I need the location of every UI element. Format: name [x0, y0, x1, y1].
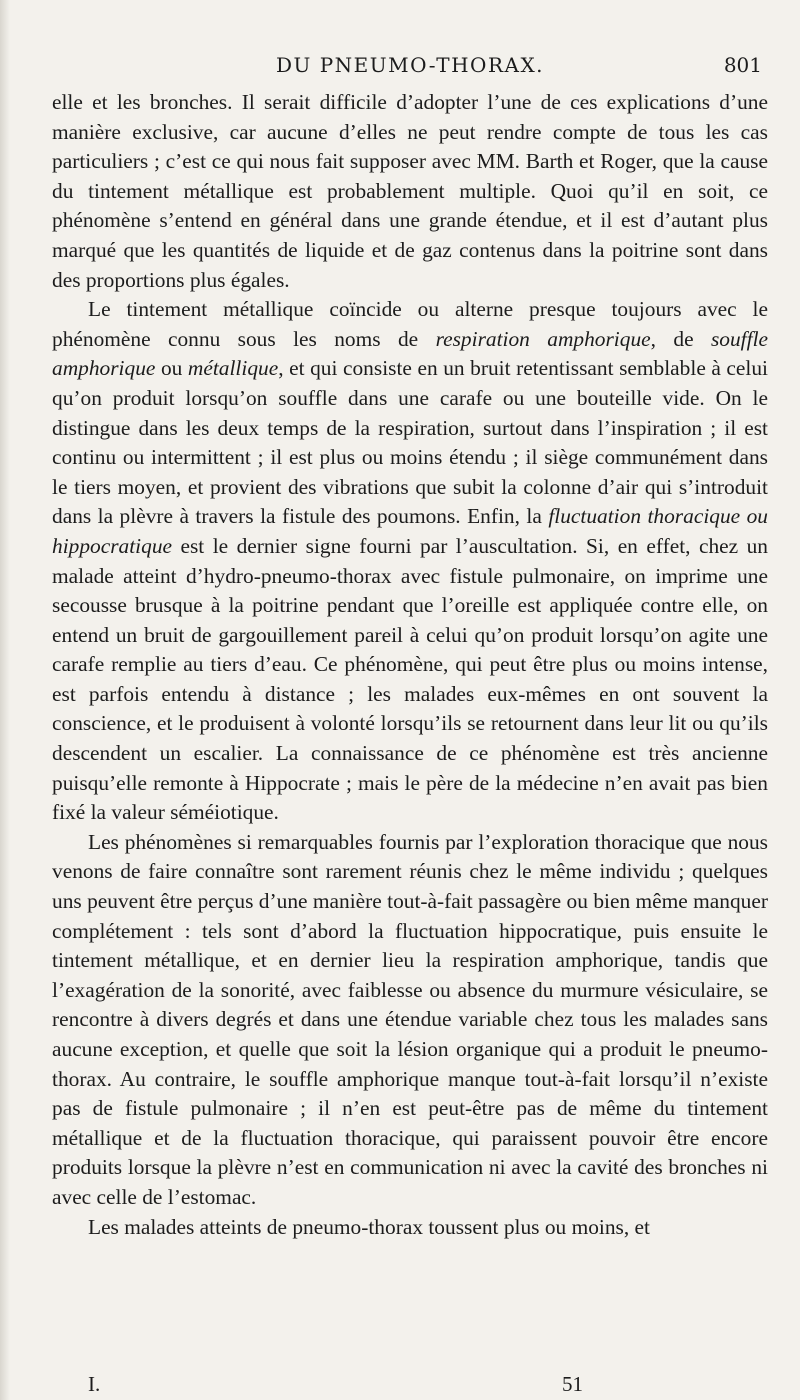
term-metallique: métallique: [187, 356, 279, 381]
paragraph-2-text-e: est le dernier signe fourni par l’auscultation. Si, en effet, chez un malade atteint d’hydro-pneumo-thorax avec fistule pulmonaire, on imprime une secousse brusque à la poitrine pendant que l’oreille est appliquée contre elle, on entend un bruit de gargouillement pareil à celui qu’on produit lorsqu’on agite une carafe remplie au tiers d’eau. Ce phénomène, qui peut être plus ou moins intense, est parfois entendu à distance ; les malades eux-mêmes en ont souvent la conscience, et le produisent à volonté lorsqu’ils se retournent dans leur lit ou qu’ils descendent un escalier. La connaissance de ce phénomène est très ancienne puisqu’elle remonte à Hippocrate ; mais le père de la médecine n’en avait pas bien fixé la valeur séméiotique.: [52, 533, 768, 825]
page-footer: [52, 1370, 768, 1398]
sheet-number: 51: [562, 1372, 583, 1396]
page-number: 801: [723, 53, 762, 77]
term-fluctuation-thoracique: fluctuation thoracique ou hippocratique: [52, 504, 768, 558]
paragraph-1: elle et les bronches. Il serait difficile d’adopter l’une de ces explications d’une manière exclusive, car aucune d’elles ne peut rendre compte de tous les cas particuliers ; c’est ce qui nous fait supposer avec MM. Barth et Roger, que la cause du tintement métallique est probablement multiple. Quoi qu’il en soit, ce phénomène s’entend en général dans une grande étendue, et il est d’autant plus marqué que les quantités de liquide et de gaz contenus dans la poitrine sont dans des proportions plus égales.: [52, 90, 768, 292]
paragraph-3: Les phénomènes si remarquables fournis par l’exploration thoracique que nous venons de faire connaître sont rarement réunis chez le même individu ; quelques uns peuvent être perçus d’une manière tout-à-fait passagère ou bien même manquer complétement : tels sont d’abord la fluctuation hippocratique, puis ensuite le tintement métallique, et en dernier lieu la respiration amphorique, tandis que l’exagération de la sonorité, avec faiblesse ou absence du murmure vésiculaire, se rencontre à divers degrés et dans une étendue variable chez tous les malades sans aucune exception, et quelle que soit la lésion organique qui a produit le pneumo-thorax. Au contraire, le souffle amphorique manque tout-à-fait lorsqu’il n’existe pas de fistule pulmonaire ; il n’en est peut-être pas de même du tintement métallique et de la fluctuation thoracique, qui paraissent pouvoir être encore produits lorsque la plèvre n’est en communication ni avec la cavité des bronches ni avec celle de l’estomac.: [52, 829, 768, 1209]
paragraph-4: Les malades atteints de pneumo-thorax toussent plus ou moins, et: [88, 1214, 650, 1239]
paragraph-2-text-d: , et qui consiste en un bruit retentissant semblable à celui qu’on produit lorsqu’on souffle dans une carafe ou une bouteille vide. On le distingue dans les deux temps de la respiration, surtout dans l’inspiration ; il est continu ou intermittent ; il est plus ou moins étendu ; il siège communément dans le tiers moyen, et provient des vibrations que subit la colonne d’air qui s’introduit dans la plèvre à travers la fistule des poumons. Enfin, la: [52, 356, 768, 529]
running-head: DU PNEUMO-THORAX.: [275, 53, 545, 77]
paragraph-2-text-b: , de: [650, 326, 711, 351]
paragraph-2: [52, 295, 768, 828]
signature-mark: I.: [88, 1372, 101, 1396]
page-edge-shadow: [0, 0, 10, 1400]
term-respiration-amphorique: respiration amphorique: [435, 326, 651, 351]
paragraph-2-text-c: ou: [155, 356, 188, 381]
page-header: [52, 48, 768, 82]
paragraph-2-text-a: Le tintement métallique coïncide ou alterne presque toujours avec le phénomène connu sous les noms de: [52, 297, 768, 351]
body-text: [52, 88, 768, 1242]
term-souffle-amphorique: souffle amphorique: [52, 326, 769, 381]
